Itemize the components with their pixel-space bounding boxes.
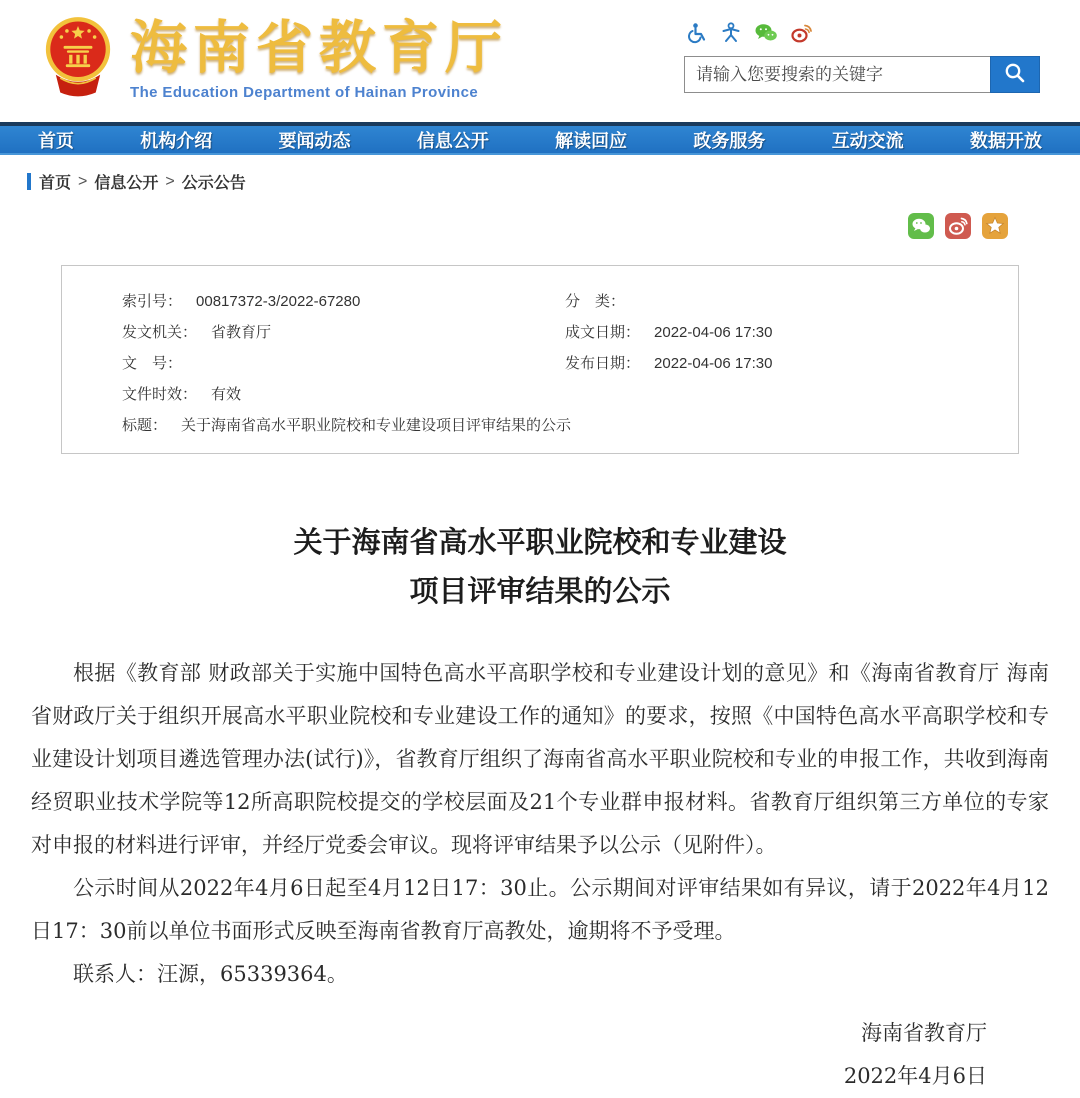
meta-label-category: 分 类： [565,293,626,310]
paragraph-publicity-period: 公示时间从2022年4月6日起至4月12日17：30止。公示期间对评审结果如有异议，请于2022年4月12日17：30前以单位书面形式反映至海南省教育厅高教处，逾期将不予受理。 [31,876,1049,943]
breadcrumb-home[interactable]: 首页 [39,175,72,192]
meta-label-publish-date: 发布日期： [565,355,641,372]
wechat-icon[interactable] [754,22,778,44]
meta-row-index [122,286,998,317]
share-weibo-icon[interactable] [945,213,971,239]
breadcrumb-separator: > [78,172,88,190]
nav-item-about[interactable]: 机构介绍 [140,130,213,151]
site-title-english: The Education Department of Hainan Province [130,84,479,101]
search-input[interactable] [684,56,990,93]
meta-row-doc-number [122,348,998,379]
header-right [684,22,1040,93]
meta-row-validity [122,379,998,410]
document-title-line-1: 关于海南省高水平职业院校和专业建设 [293,525,787,559]
meta-value-validity: 有效 [211,386,242,403]
site-title: 海南省教育厅 [130,16,508,80]
meta-row-title [122,410,998,441]
breadcrumb-announcements[interactable]: 公示公告 [181,175,246,192]
meta-label-title: 标题： [122,417,168,434]
share-favorite-icon[interactable] [982,213,1008,239]
meta-value-index-number: 00817372-3/2022-67280 [196,293,361,310]
meta-value-issuing-agency: 省教育厅 [211,324,272,341]
paragraph-basis: 根据《教育部 财政部关于实施中国特色高水平高职学校和专业建设计划的意见》和《海南省教育厅 海南省财政厅关于组织开展高水平职业院校和专业建设工作的通知》的要求，按照《中国特色高水平高职学校和专业建设计划项目遴选管理办法(试行)》，省教育厅组织了海南省高水平职业院校和专业的申报工作，共收到海南经贸职业技术学院等12所高职院校提交的学校层面及21个专业群申报材料。省教育厅组织第三方单位的专家对申报的材料进行评审，并经厅党委会审议。现将评审结果予以公示（见附件）。 [31,661,1049,857]
signature-date: 2022年4月6日 [843,1064,987,1088]
signature-block [31,1012,1049,1098]
meta-row-issuer [122,317,998,348]
breadcrumb-info-disclosure[interactable]: 信息公开 [94,175,159,192]
wheelchair-accessibility-icon[interactable] [686,22,708,44]
document-title-line-2: 项目评审结果的公示 [409,574,671,608]
document-meta-box [61,265,1019,454]
search-bar [684,56,1040,93]
meta-label-issuing-agency: 发文机关： [122,324,198,341]
meta-value-written-date: 2022-04-06 17:30 [654,324,773,341]
national-emblem-icon [42,16,114,103]
signature-organization: 海南省教育厅 [861,1021,987,1045]
weibo-icon[interactable] [790,22,814,44]
main-nav [0,122,1080,155]
meta-label-index-number: 索引号： [122,293,183,310]
logo-text [130,18,508,101]
breadcrumb [27,170,1080,193]
document-title [31,518,1049,616]
meta-label-written-date: 成文日期： [565,324,641,341]
site-logo[interactable] [42,16,508,103]
meta-label-doc-number: 文 号： [122,355,183,372]
share-row [0,213,1008,239]
breadcrumb-separator: > [165,172,175,190]
nav-item-interaction[interactable]: 互动交流 [831,130,904,151]
meta-label-validity: 文件时效： [122,386,198,403]
nav-item-open-data[interactable]: 数据开放 [969,130,1042,151]
share-wechat-icon[interactable] [908,213,934,239]
nav-item-news[interactable]: 要闻动态 [278,130,351,151]
quick-icons [684,22,1040,44]
meta-value-publish-date: 2022-04-06 17:30 [654,355,773,372]
nav-item-interpretation[interactable]: 解读回应 [555,130,628,151]
nav-item-services[interactable]: 政务服务 [693,130,766,151]
nav-item-home[interactable]: 首页 [38,130,74,151]
nav-item-info-disclosure[interactable]: 信息公开 [416,130,489,151]
document-text [31,652,1049,996]
paragraph-contact: 联系人：汪源，65339364。 [73,962,348,986]
site-header [0,0,1080,122]
breadcrumb-accent-bar [27,173,31,190]
accessibility-figure-icon[interactable] [720,22,742,44]
document-body [0,518,1080,1098]
meta-value-title: 关于海南省高水平职业院校和专业建设项目评审结果的公示 [181,417,572,434]
search-button[interactable] [990,56,1040,93]
search-icon [1003,61,1027,88]
